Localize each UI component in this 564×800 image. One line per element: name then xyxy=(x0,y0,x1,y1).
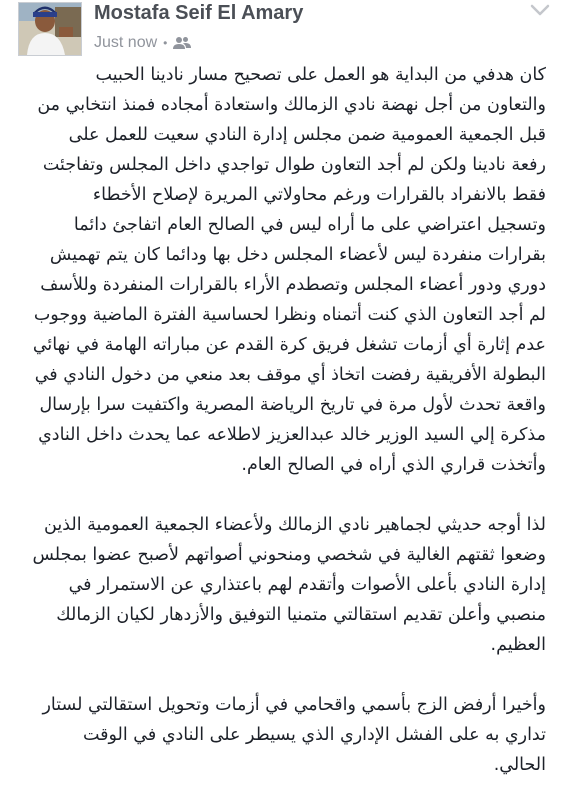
post-header xyxy=(0,0,564,62)
friends-icon[interactable] xyxy=(173,36,191,50)
post-paragraph: لذا أوجه حديثي لجماهير نادي الزمالك ولأعضاء الجمعية العمومية الذين وضعوا ثقتهم الغالية في شخصي ومنحوني أصواتهم لأصبح عضوا بمجلس إدارة النادي بأعلى الأصوات وأتقدم لهم باعتذاري عن الاستمرار في منصبي وأعلن تقديم استقالتي متمنيا التوفيق والأزدهار لكيان الزمالك العظيم. xyxy=(32,515,546,655)
post-paragraph: كان هدفي من البداية هو العمل على تصحيح مسار نادينا الحبيب والتعاون من أجل نهضة نادي الزمالك واستعادة أمجاده فمنذ انتخابي من قبل الجمعية العمومية ضمن مجلس إدارة النادي سعيت للعمل على رفعة نادينا ولكن لم أجد التعاون طوال تواجدي داخل المجلس وتفاجئت فقط بالانفراد بالقرارات ورغم محاولاتي المريرة لإصلاح الأخطاء وتسجيل اعتراضي على ما أراه ليس في الصالح العام اتفاجئ دائما بقرارات منفردة ليس لأعضاء المجلس دخل بها ودائما كان يتم تهميش دوري ودور أعضاء المجلس وتصطدم الأراء بالقرارات المنفردة وللأسف لم أجد التعاون الذي كنت أتمناه ونظرا لحساسية الفترة الماضية ووجوب عدم إثارة أي أزمات تشغل فريق كرة القدم عن مباراته الهامة في نهائي البطولة الأفريقية رفضت اتخاذ أي موقف بعد منعي من دخول النادي في واقعة تحدث لأول مرة في تاريخ الرياضة المصرية واكتفيت سرا بإرسال مذكرة إلي السيد الوزير خالد عبدالعزيز لاطلاعه عما يحدث داخل النادي وأتخذت قراري الذي أراه في الصالح العام. xyxy=(32,65,546,475)
meta-separator: • xyxy=(163,36,168,50)
profile-photo xyxy=(19,3,81,55)
timestamp[interactable]: Just now xyxy=(94,34,158,51)
author-name[interactable]: Mostafa Seif El Amary xyxy=(94,2,304,24)
avatar[interactable] xyxy=(18,2,82,56)
post-meta xyxy=(94,33,191,53)
post-body xyxy=(32,60,546,780)
chevron-down-icon[interactable] xyxy=(530,2,550,16)
post-paragraph: وأخيرا أرفض الزج بأسمي واقحامي في أزمات وتحويل استقالتي لستار تداري به على الفشل الإداري الذي يسيطر على النادي في الوقت الحالي. xyxy=(42,695,546,775)
